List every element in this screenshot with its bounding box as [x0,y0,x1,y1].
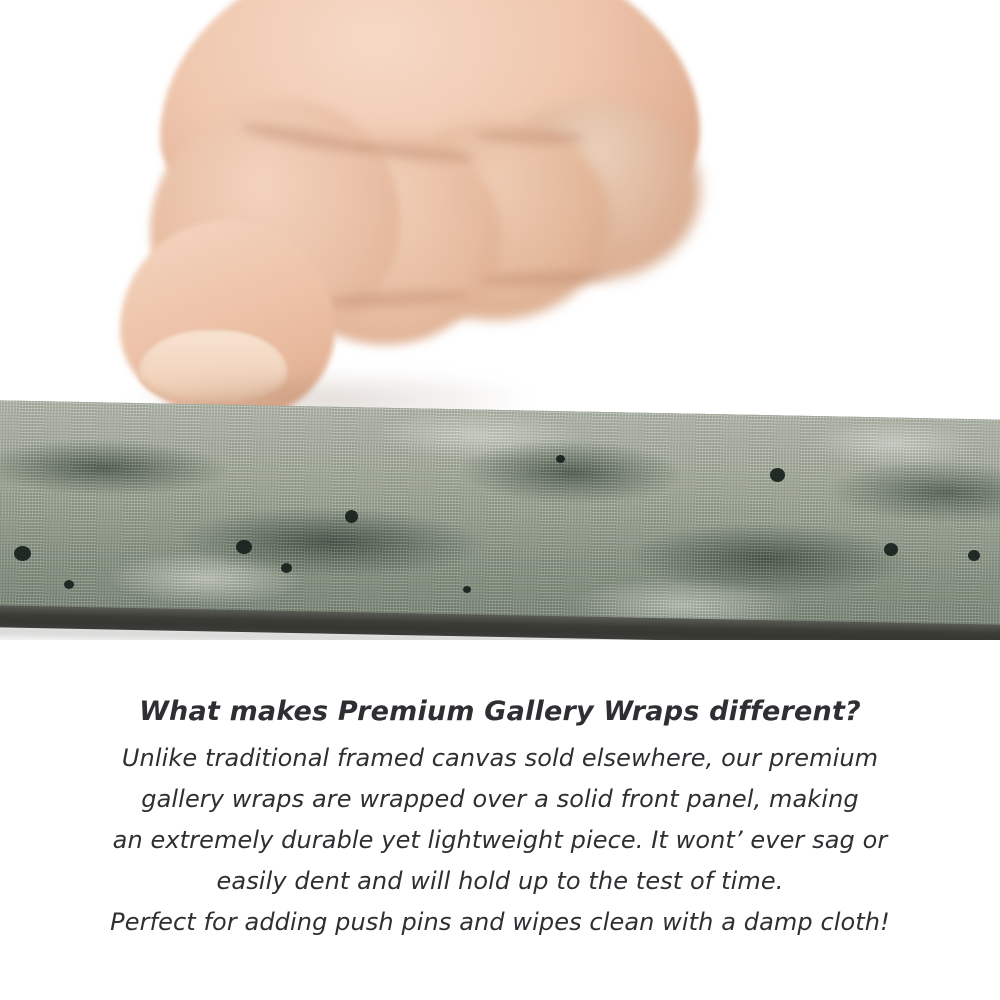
canvas-speck [14,546,31,561]
gallery-wrap-canvas [0,400,1000,640]
canvas-speck [556,455,565,463]
canvas-speck [884,543,898,556]
caption-line-5: Perfect for adding push pins and wipes clean with a damp cloth! [110,908,890,936]
canvas-speck [345,510,358,523]
canvas-speck [463,586,471,593]
hand-pressing-canvas [120,0,720,420]
caption-line-4: easily dent and will hold up to the test of time. [216,867,784,895]
caption-heading: What makes Premium Gallery Wraps different? [139,696,861,727]
caption-block [0,690,1000,943]
caption-line-2: gallery wraps are wrapped over a solid front panel, making [141,785,859,813]
caption-line-1: Unlike traditional framed canvas sold elsewhere, our premium [121,744,879,772]
canvas-speck [236,540,252,554]
canvas-print-surface [0,400,1000,638]
canvas-speck [64,580,74,589]
canvas-speck [968,550,980,561]
canvas-speck [770,468,785,482]
canvas-speck [281,563,292,573]
caption-line-3: an extremely durable yet lightweight piece. It wont’ ever sag or [112,826,888,854]
